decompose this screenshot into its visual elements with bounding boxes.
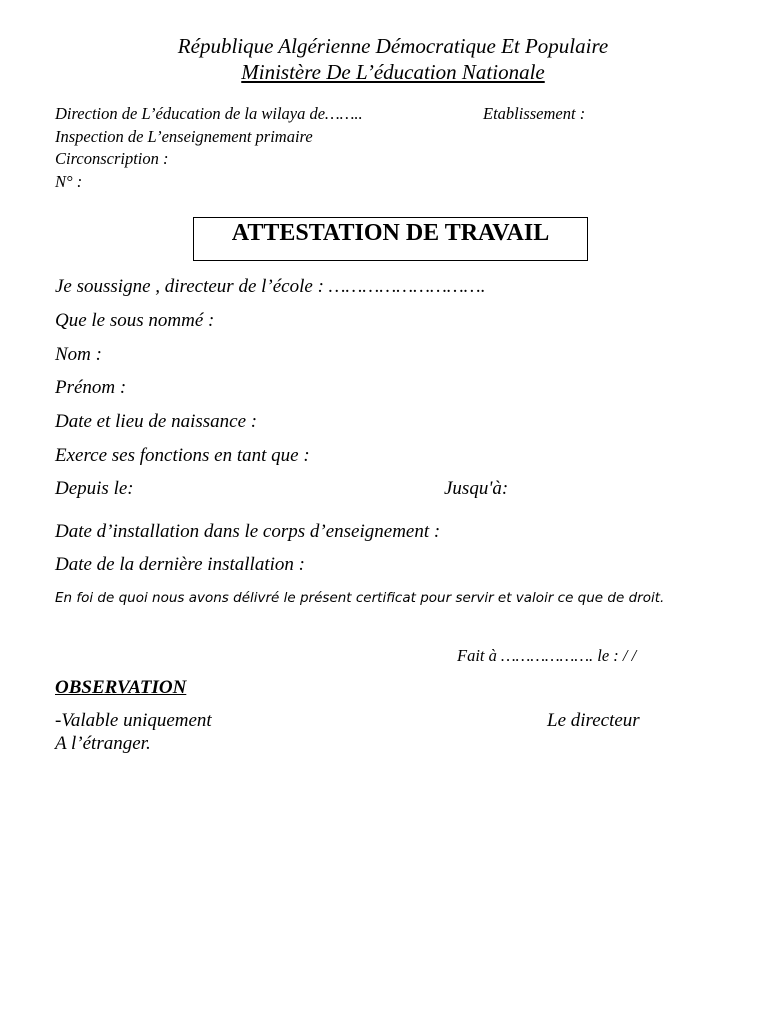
observation-heading: OBSERVATION [55, 677, 187, 698]
title-box [193, 217, 588, 261]
jusqua-label: Jusqu'à: [444, 478, 509, 499]
etablissement-label: Etablissement : [483, 104, 586, 123]
circonscription-label: Circonscription : [55, 149, 169, 168]
inspection-line: Inspection de L’enseignement primaire [55, 127, 313, 146]
numero-label: N° : [55, 172, 83, 191]
direction-line: Direction de L’éducation de la wilaya de…….. [55, 104, 363, 123]
prenom-label: Prénom : [55, 377, 127, 398]
nom-label: Nom : [55, 344, 102, 365]
header-republic: République Algérienne Démocratique Et Populaire [177, 34, 609, 58]
soussigne-line: Je soussigne , directeur de l’école : ………………………. [55, 276, 486, 297]
observation-line-2: A l’étranger. [55, 733, 151, 754]
sous-nomme-line: Que le sous nommé : [55, 310, 215, 331]
signature-label: Le directeur [547, 710, 640, 731]
header-ministry: Ministère De L’éducation Nationale [241, 60, 545, 84]
fonctions-label: Exerce ses fonctions en tant que : [55, 445, 310, 466]
derniere-installation-label: Date de la dernière installation : [55, 554, 305, 575]
depuis-label: Depuis le: [55, 478, 134, 499]
observation-line-1: -Valable uniquement [55, 710, 212, 731]
fait-line: Fait à ………………. le : / / [457, 646, 637, 665]
naissance-label: Date et lieu de naissance : [55, 411, 258, 432]
installation-corps-label: Date d’installation dans le corps d’enseignement : [55, 521, 441, 542]
document-title: ATTESTATION DE TRAVAIL [231, 220, 550, 246]
en-foi-statement: En foi de quoi nous avons délivré le présent certificat pour servir et valoir ce que de droit. [55, 590, 665, 606]
